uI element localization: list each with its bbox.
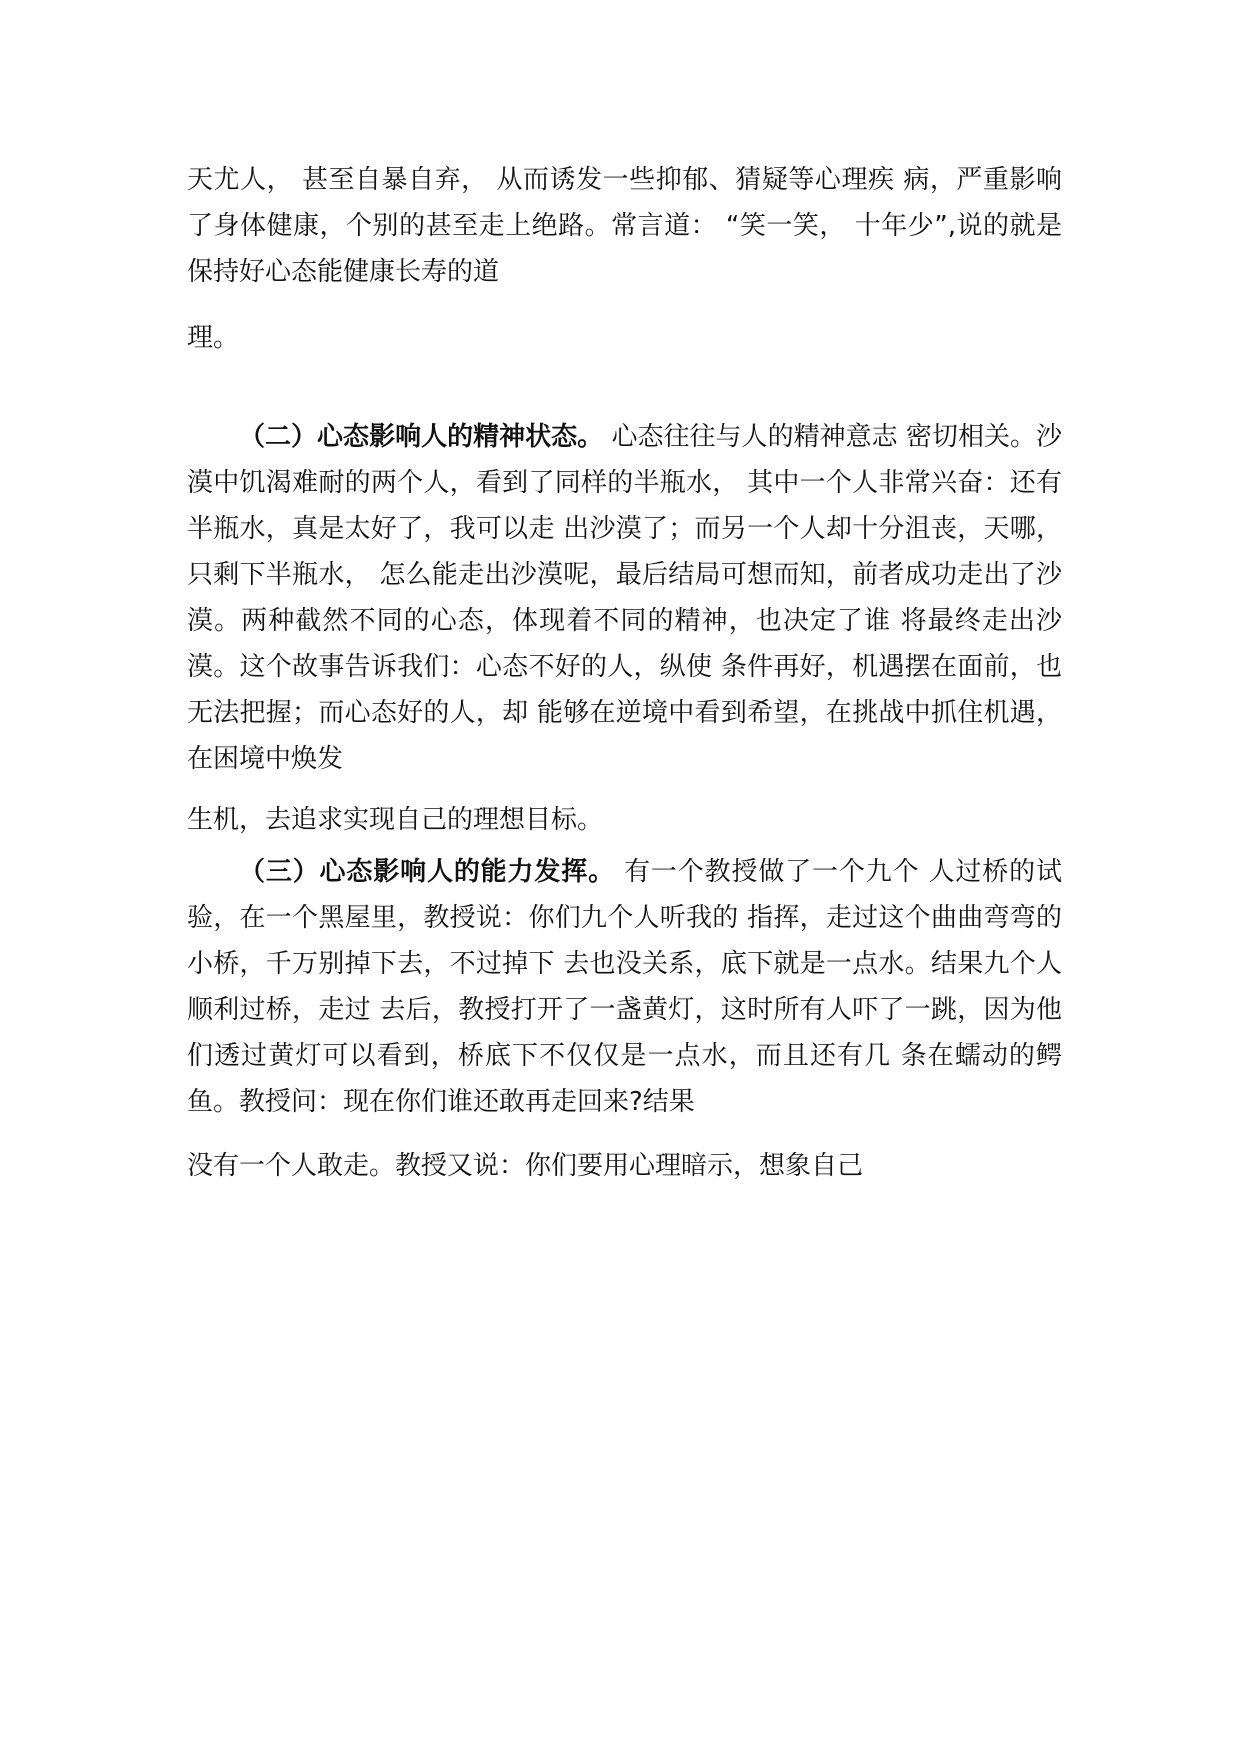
paragraph-ability-continuation: 没有一个人敢走。教授又说：你们要用心理暗示，想象自己 [187, 1151, 864, 1181]
paragraph-health-end: 理。 [187, 323, 240, 353]
paragraph-mental-state-body: 心态往往与人的精神意志 密切相关。沙漠中饥渴难耐的两个人，看到了同样的半瓶水， 其中一个人非常兴奋：还有半瓶水，真是太好了，我可以走 出沙漠了；而另一个人却十分沮丧，天哪，只剩下半瓶水， 怎么能走出沙漠呢，最后结局可想而知，前者成功走出了沙漠。两种截然不同的心态，体现着不同的精神，也决定了谁 将最终走出沙漠。这个故事告诉我们：心态不好的人，纵使 条件再好，机遇摆在面前，也无法把握；而心态好的人，却 能够在逆境中看到希望，在挑战中抓住机遇，在困境中焕发 [187, 422, 1063, 774]
paragraph-health-continuation: 天尤人， 甚至自暴自弃， 从而诱发一些抑郁、猜疑等心理疾 病，严重影响了身体健康，个别的甚至走上绝路。常言道： “笑一笑， 十年少”,说的就是保持好心态能健康长寿的道 [187, 165, 1062, 287]
section-heading-mental-state: （二）心态影响人的精神状态。 [239, 422, 604, 452]
paragraph-ability [187, 849, 1062, 1125]
paragraph-ability-body: 有一个教授做了一个九个 人过桥的试验，在一个黑屋里，教授说：你们九个人听我的 指挥，走过这个曲曲弯弯的小桥，千万别掉下去，不过掉下 去也没关系，底下就是一点水。结果九个人顺利过桥，走过 去后，教授打开了一盏黄灯，这时所有人吓了一跳，因为他们透过黄灯可以看到，桥底下不仅仅是一点水，而且还有几 条在蠕动的鳄鱼。教授问：现在你们谁还敢再走回来?结果 [187, 857, 1063, 1117]
section-heading-ability: （三）心态影响人的能力发挥。 [239, 857, 615, 887]
paragraph-mental-state-end: 生机，去追求实现自己的理想目标。 [187, 805, 604, 835]
paragraph-mental-state [187, 414, 1062, 782]
